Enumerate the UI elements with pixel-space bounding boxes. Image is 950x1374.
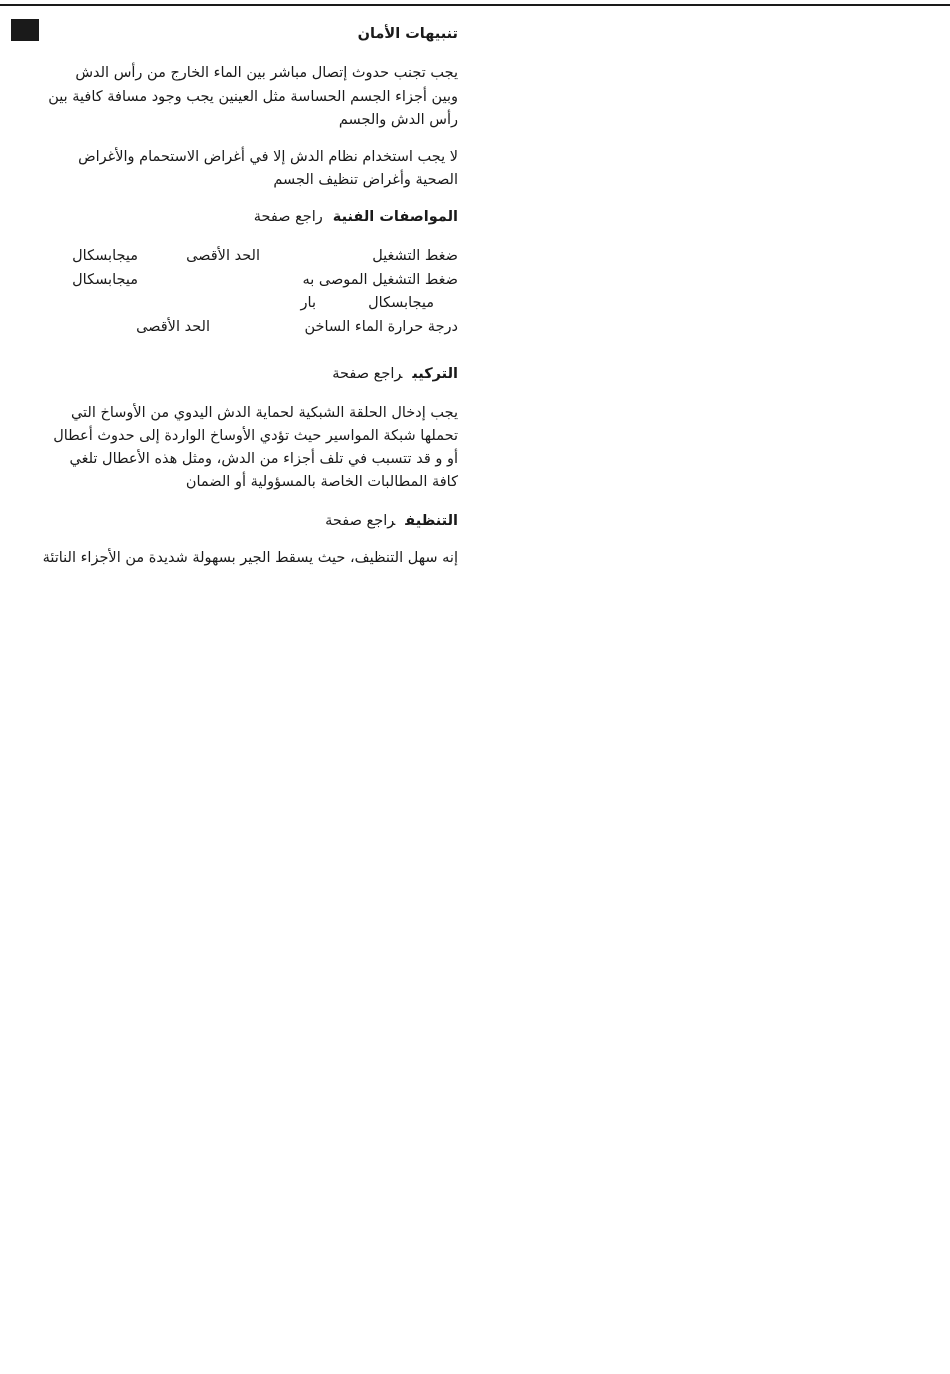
cleaning-line-1: إنه سهل التنظيف، حيث يسقط الجير بسهولة شديدة من الأجزاء الناتئة [42, 550, 458, 566]
cleaning-page-ref: راجع صفحة [325, 513, 396, 529]
spec-unit: ميجابسكال [72, 272, 138, 288]
spec-label: درجة حرارة الماء الساخن [304, 319, 458, 335]
install-heading-line [332, 364, 458, 384]
install-line-3: أو و قد تتسبب في تلف أجزاء من الدش، ومثل هذه الأعطال تلغي [69, 451, 458, 467]
spec-qualifier: الحد الأقصى [136, 319, 210, 335]
safety-p1-line-3: رأس الدش والجسم [338, 112, 458, 128]
spec-unit: ميجابسكال [72, 248, 138, 264]
top-rule [0, 4, 950, 6]
cleaning-heading: التنظيف [405, 513, 458, 529]
install-heading: التركيب [412, 366, 458, 382]
spec-label: ضغط التشغيل الموصى به [302, 272, 458, 288]
install-line-4: كافة المطالبات الخاصة بالمسؤولية أو الضمان [185, 474, 458, 490]
spec-row-recommended-pressure [0, 270, 458, 290]
install-line-2: تحملها شبكة المواسير حيث تؤدي الأوساخ الواردة إلى حدوث أعطال [53, 428, 458, 444]
cleaning-heading-line [325, 511, 458, 531]
install-page-ref: راجع صفحة [332, 366, 403, 382]
safety-p2-line-2: الصحية وأغراض تنظيف الجسم [273, 172, 458, 188]
specs-heading-line [254, 207, 458, 227]
spec-row-hot-water-temp [0, 317, 458, 337]
language-marker-box [11, 19, 39, 41]
spec-row-pressure-units [0, 293, 458, 313]
spec-unit-bar: بار [300, 295, 316, 311]
safety-p2-line-1: لا يجب استخدام نظام الدش إلا في أغراض الاستحمام والأغراض [78, 149, 458, 165]
spec-row-operating-pressure [0, 246, 458, 266]
spec-qualifier: الحد الأقصى [186, 248, 260, 264]
safety-p1-line-2: وبين أجزاء الجسم الحساسة مثل العينين يجب وجود مسافة كافية بين [48, 89, 458, 105]
specs-page-ref: راجع صفحة [253, 209, 323, 225]
install-line-1: يجب إدخال الحلقة الشبكية لحماية الدش اليدوي من الأوساخ التي [70, 405, 458, 421]
safety-p1-line-1: يجب تجنب حدوث إتصال مباشر بين الماء الخارج من رأس الدش [75, 65, 458, 81]
spec-unit: ميجابسكال [368, 295, 434, 311]
specs-heading: المواصفات الفنية [332, 209, 458, 225]
safety-heading: تنبيهات الأمان [357, 26, 458, 42]
spec-label: ضغط التشغيل [372, 248, 458, 264]
